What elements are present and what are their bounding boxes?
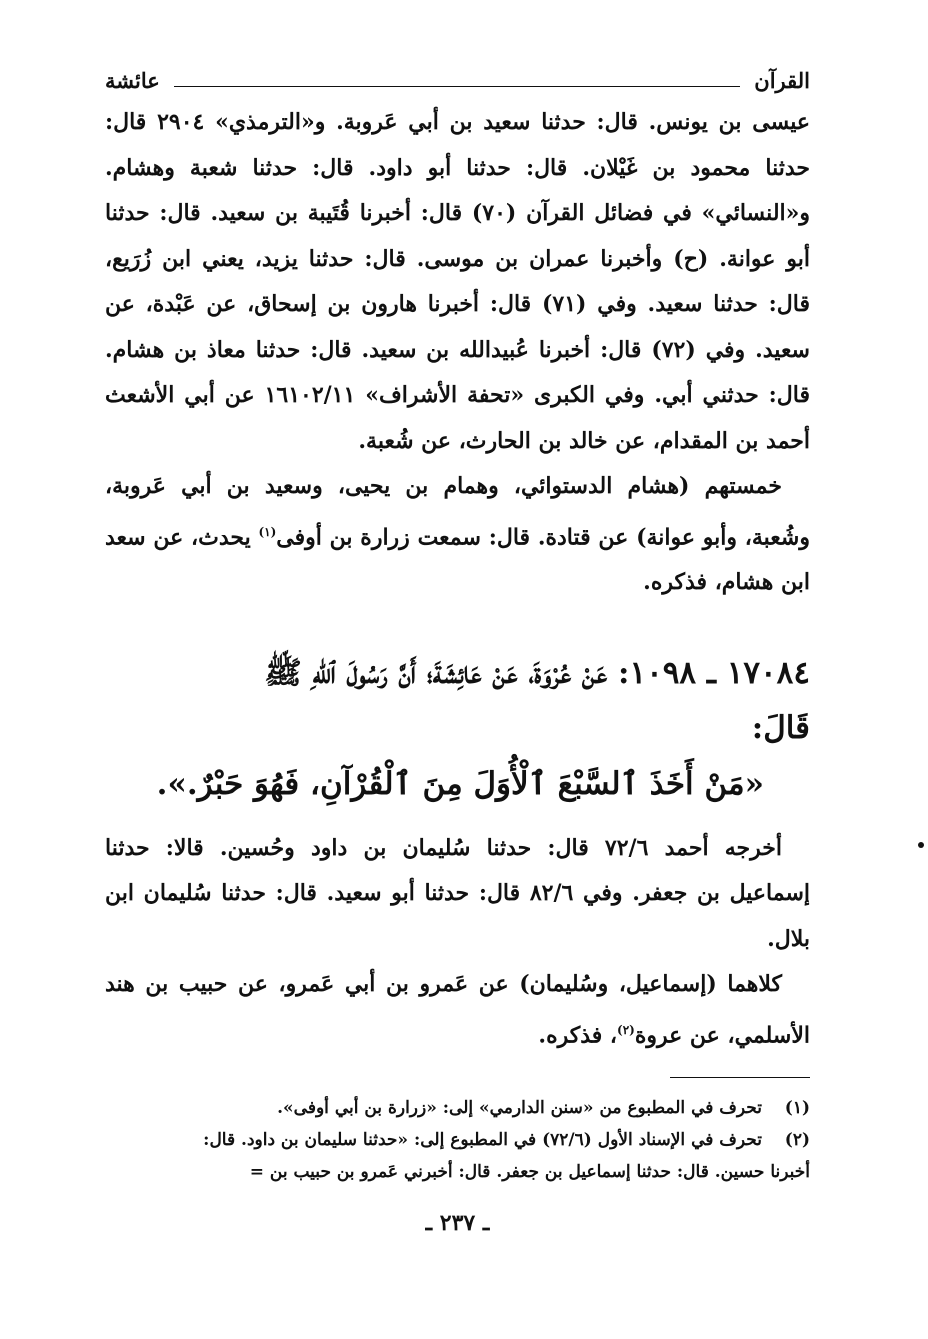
header-rule xyxy=(174,86,741,87)
document-page xyxy=(105,60,810,1330)
footnote-2-continuation: أخبرنا حسين. قال: حدثنا إسماعيل بن جعفر. قال: أخبرني عَمرو بن حبيب بن = xyxy=(249,1161,810,1182)
hadith-qal: قَالَ: xyxy=(751,709,810,746)
running-header xyxy=(105,60,810,100)
takhrij-paragraph-3: أخرجه أحمد ٧٢/٦ قال: حدثنا سُليمان بن داود وحُسين. قالا: حدثنا إسماعيل بن جعفر. وفي ٨٢/٦ قال: حدثنا أبو سعيد. قال: حدثنا سُليمان ابن بلال. xyxy=(105,834,810,952)
footnote-2 xyxy=(105,1124,810,1156)
header-chapter-title: عائشة xyxy=(105,67,160,93)
footnote-1 xyxy=(105,1092,810,1124)
hadith-heading: ١٧٠٨٤ ـ ١٠٩٨: عَنْ عُرْوَةَ، عَنْ عَائِشَةَ؛ أَنَّ رَسُولَ ٱللهِ ﷺ xyxy=(264,654,810,691)
footnote-number: (١) xyxy=(784,1097,810,1118)
footnote-text: تحرف في الإسناد الأول (٧٢/٦) في المطبوع إلى: «حدثنا سليمان بن داود. قال: xyxy=(203,1129,762,1150)
paragraph-text: يحدث، عن سعد ابن هشام، فذكره. xyxy=(105,523,810,596)
footnote-ref-1[interactable]: (١) xyxy=(258,524,277,539)
takhrij-paragraph-4 xyxy=(105,962,810,1058)
footnote-separator xyxy=(670,1077,810,1078)
footnote-text: تحرف في المطبوع من «سنن الدارمي» إلى: «زرارة بن أبي أوفى». xyxy=(277,1097,762,1118)
footnote-ref-2[interactable]: (٢) xyxy=(617,1022,635,1037)
margin-mark xyxy=(918,842,924,848)
page-number: ـ ٢٣٧ ـ xyxy=(425,1209,490,1236)
footnote-number: (٢) xyxy=(784,1129,810,1150)
header-section-title: القرآن xyxy=(754,67,810,93)
hadith-text: «مَنْ أَخَذَ ٱلسَّبْعَ ٱلْأُوَلَ مِنَ ٱلْقُرْآنِ، فَهُوَ حَبْرٌ.». xyxy=(156,765,764,802)
takhrij-paragraph-1: عيسى بن يونس. قال: حدثنا سعيد بن أبي عَروبة. و«الترمذي» ٢٩٠٤ قال: حدثنا محمود بن غَيْلان. قال: حدثنا أبو داود. قال: حدثنا شعبة وهشام. و«النسائي» في فضائل القرآن (٧٠) قال: أخبرنا قُتَيبة بن سعيد. قال: حدثنا أبو عوانة. (ح) وأخبرنا عمران بن موسى. قال: حدثنا يزيد، يعني ابن زُرَيع، قال: حدثنا سعيد. وفي (٧١) قال: أخبرنا هارون بن إسحاق، عن عَبْدة، عن سعيد. وفي (٧٢) قال: أخبرنا عُبيدالله بن سعيد. قال: حدثنا معاذ بن هشام. قال: حدثني أبي. وفي الكبرى «تحفة الأشراف» ١٦١٠٢/١١ عن أبي الأشعث أحمد بن المقدام، عن خالد بن الحارث، عن شُعبة. xyxy=(105,109,811,454)
paragraph-text: كلاهما (إسماعيل، وسُليمان) عن عَمرو بن أبي عَمرو، عن حبيب بن هند الأسلمي، عن عروة xyxy=(105,971,810,1049)
paragraph-text: خمستهم (هشام الدستوائي، وهمام بن يحيى، وسعيد بن أبي عَروبة، وشُعبة، وأبو عوانة) عن قتادة. قال: سمعت زرارة بن أوفى xyxy=(105,473,810,550)
paragraph-text: ، فذكره. xyxy=(538,1022,618,1049)
takhrij-paragraph-2 xyxy=(105,464,810,606)
